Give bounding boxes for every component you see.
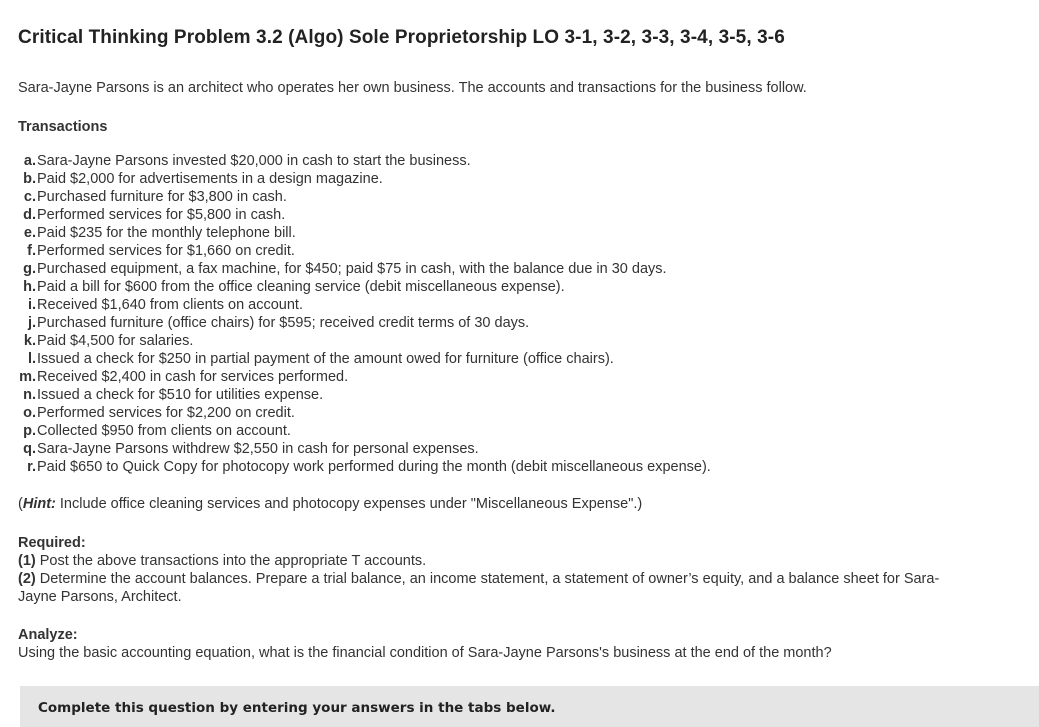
transaction-letter: q. <box>23 441 36 457</box>
transaction-letter: g. <box>23 261 36 277</box>
required-item-text: Determine the account balances. Prepare a trial balance, an income statement, a statement of owner’s equity, and a balance sheet for Sara-Jayne Parsons, Architect. <box>18 571 940 605</box>
transaction-item <box>18 440 711 458</box>
transaction-letter: r. <box>27 459 36 475</box>
transaction-item <box>18 350 711 368</box>
hint-note <box>18 496 642 512</box>
transaction-item <box>18 260 711 278</box>
transaction-text: Paid $2,000 for advertisements in a design magazine. <box>37 171 383 187</box>
transaction-item <box>18 296 711 314</box>
required-item <box>18 570 958 606</box>
transaction-letter: e. <box>23 225 36 241</box>
transaction-text: Issued a check for $250 in partial payment of the amount owed for furniture (office chairs). <box>37 351 614 367</box>
transaction-text: Issued a check for $510 for utilities expense. <box>37 387 324 403</box>
required-item-text: Post the above transactions into the appropriate T accounts. <box>35 553 427 569</box>
transaction-text: Sara-Jayne Parsons invested $20,000 in cash to start the business. <box>37 153 471 169</box>
problem-intro: Sara-Jayne Parsons is an architect who operates her own business. The accounts and transactions for the business follow. <box>18 80 807 96</box>
transaction-text: Purchased equipment, a fax machine, for $450; paid $75 in cash, with the balance due in 30 days. <box>37 261 667 277</box>
transaction-text: Paid $235 for the monthly telephone bill. <box>37 225 296 241</box>
transaction-item <box>18 314 711 332</box>
transaction-item <box>18 206 711 224</box>
required-section <box>18 534 1018 606</box>
instructions-banner <box>20 686 1039 727</box>
transaction-letter: p. <box>23 423 36 439</box>
transaction-text: Sara-Jayne Parsons withdrew $2,550 in cash for personal expenses. <box>37 441 479 457</box>
banner-text: Complete this question by entering your answers in the tabs below. <box>38 700 556 716</box>
transaction-item <box>18 170 711 188</box>
analyze-heading: Analyze: <box>18 627 78 643</box>
transaction-letter: d. <box>23 207 36 223</box>
hint-open-paren: ( <box>18 496 23 512</box>
transaction-text: Purchased furniture (office chairs) for $595; received credit terms of 30 days. <box>37 315 530 331</box>
transaction-item <box>18 152 711 170</box>
transaction-item <box>18 242 711 260</box>
analyze-text: Using the basic accounting equation, what is the financial condition of Sara-Jayne Parsons's business at the end of the month? <box>18 645 832 661</box>
transaction-letter: c. <box>23 189 36 205</box>
transaction-item <box>18 278 711 296</box>
hint-label: Hint: <box>22 496 56 512</box>
transaction-item <box>18 332 711 350</box>
transaction-letter: i. <box>27 297 36 313</box>
analyze-section <box>18 626 1018 662</box>
transaction-letter: n. <box>23 387 36 403</box>
transaction-text: Paid $650 to Quick Copy for photocopy work performed during the month (debit miscellaneous expense). <box>37 459 711 475</box>
problem-title: Critical Thinking Problem 3.2 (Algo) Sole Proprietorship LO 3-1, 3-2, 3-3, 3-4, 3-5, 3-6 <box>18 27 785 48</box>
transaction-letter: h. <box>23 279 36 295</box>
transactions-heading: Transactions <box>18 119 108 135</box>
transaction-letter: m. <box>19 369 36 385</box>
required-item <box>18 552 1018 570</box>
transaction-text: Received $1,640 from clients on account. <box>37 297 303 313</box>
transaction-letter: l. <box>27 351 36 367</box>
required-item-number: (1) <box>18 553 36 569</box>
transaction-item <box>18 386 711 404</box>
transaction-text: Collected $950 from clients on account. <box>37 423 291 439</box>
transactions-list <box>18 152 711 476</box>
transaction-letter: k. <box>23 333 36 349</box>
transaction-item <box>18 368 711 386</box>
transaction-letter: b. <box>23 171 36 187</box>
hint-text: Include office cleaning services and photocopy expenses under "Miscellaneous Expense".) <box>55 496 643 512</box>
transaction-item <box>18 188 711 206</box>
transaction-letter: f. <box>27 243 36 259</box>
transaction-text: Performed services for $2,200 on credit. <box>37 405 295 421</box>
required-item-number: (2) <box>18 571 36 587</box>
transaction-item <box>18 422 711 440</box>
transaction-item <box>18 224 711 242</box>
transaction-text: Received $2,400 in cash for services performed. <box>37 369 349 385</box>
transaction-text: Performed services for $1,660 on credit. <box>37 243 295 259</box>
transaction-text: Paid $4,500 for salaries. <box>37 333 194 349</box>
required-heading: Required: <box>18 535 86 551</box>
transaction-text: Purchased furniture for $3,800 in cash. <box>37 189 287 205</box>
transaction-letter: j. <box>27 315 36 331</box>
transaction-item <box>18 458 711 476</box>
transaction-text: Performed services for $5,800 in cash. <box>37 207 286 223</box>
transaction-letter: o. <box>23 405 36 421</box>
transaction-item <box>18 404 711 422</box>
transaction-text: Paid a bill for $600 from the office cleaning service (debit miscellaneous expense). <box>37 279 565 295</box>
transaction-letter: a. <box>23 153 36 169</box>
